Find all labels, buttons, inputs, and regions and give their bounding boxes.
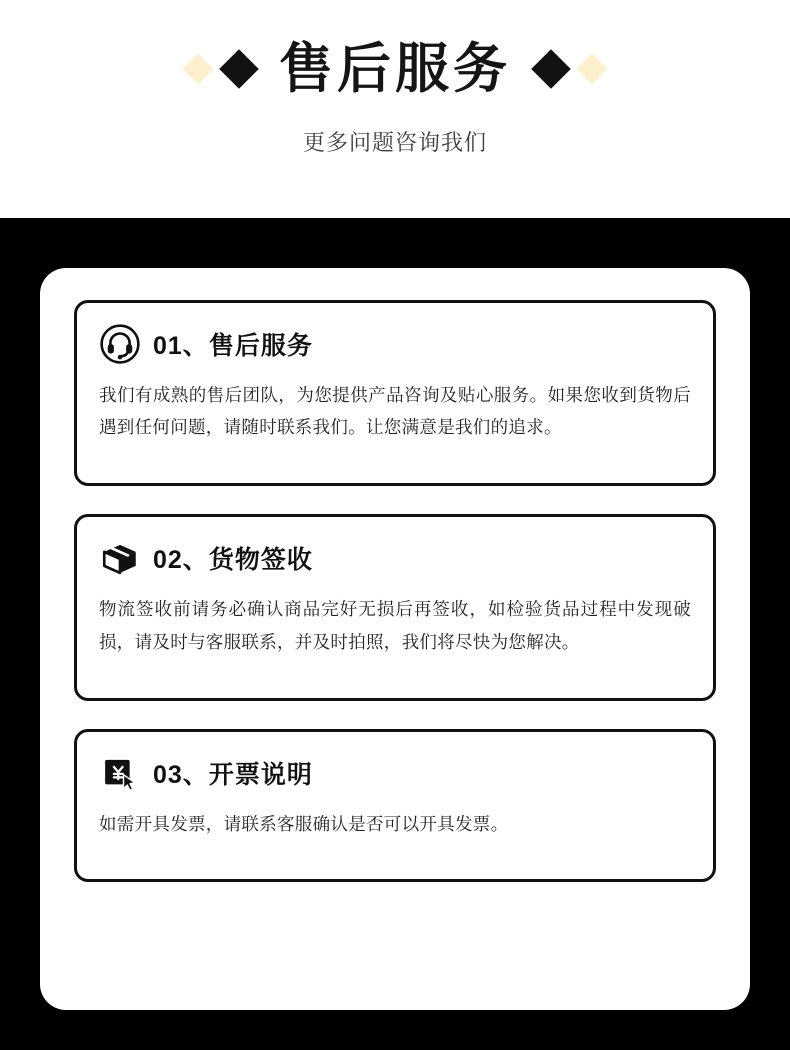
card-index: 02、 xyxy=(153,546,209,575)
card-title xyxy=(153,540,313,576)
card-body-text: 我们有成熟的售后团队，为您提供产品咨询及贴心服务。如果您收到货物后遇到任何问题，请随时联系我们。让您满意是我们的追求。 xyxy=(99,385,691,438)
card-index: 01、 xyxy=(153,332,209,360)
card-title-text: 货物签收 xyxy=(208,546,313,575)
card-header xyxy=(99,752,691,794)
card-title-text: 开票说明 xyxy=(208,760,313,789)
diamond-dark-icon-right xyxy=(531,49,571,89)
page-title: 售后服务 xyxy=(279,39,511,99)
diamond-light-icon-right xyxy=(576,53,607,84)
card-header xyxy=(99,323,691,365)
service-card-after-sales xyxy=(74,300,716,486)
headset-support-icon xyxy=(99,323,141,365)
invoice-yuan-icon xyxy=(99,752,141,794)
card-body-text: 物流签收前请务必确认商品完好无损后再签收，如检验货品过程中发现破损，请及时与客服联系，并及时拍照，我们将尽快为您解决。 xyxy=(99,599,691,652)
card-title xyxy=(153,755,313,791)
diamond-light-icon-left xyxy=(182,53,213,84)
service-card-invoice xyxy=(74,729,716,883)
page-subtitle: 更多问题咨询我们 xyxy=(302,130,487,155)
package-box-icon xyxy=(99,537,141,579)
content-area xyxy=(0,218,790,1050)
page-header xyxy=(0,0,790,218)
content-panel xyxy=(40,268,750,1010)
card-title-text: 售后服务 xyxy=(208,332,313,360)
card-title xyxy=(153,326,313,362)
title-row xyxy=(187,39,603,99)
service-card-delivery xyxy=(74,514,716,700)
card-body-text: 如需开具发票，请联系客服确认是否可以开具发票。 xyxy=(99,813,509,834)
diamond-dark-icon-left xyxy=(219,49,259,89)
card-header xyxy=(99,537,691,579)
card-index: 03、 xyxy=(153,760,209,789)
